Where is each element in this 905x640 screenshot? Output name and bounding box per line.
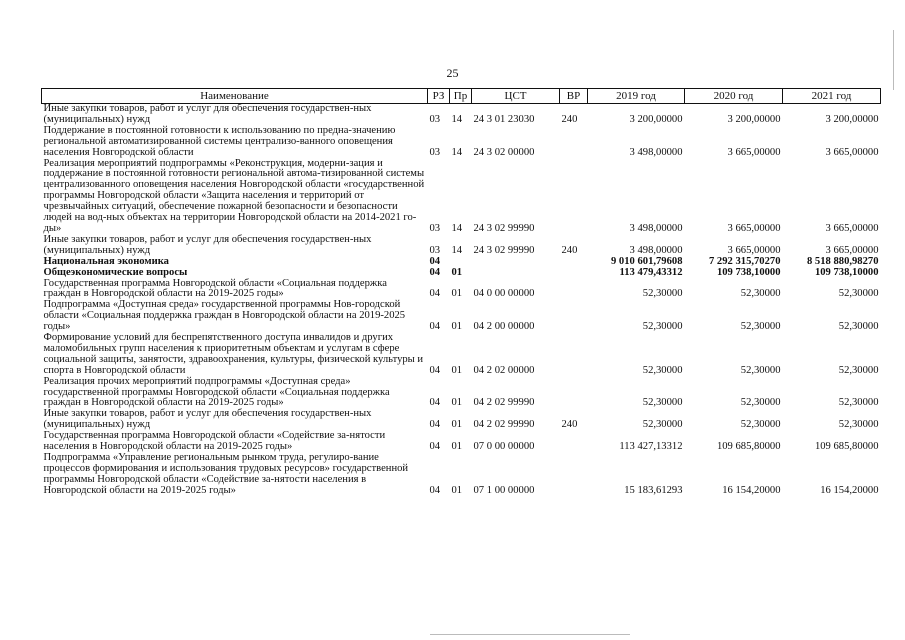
header-rz: РЗ <box>428 89 450 104</box>
table-row <box>42 104 881 126</box>
header-vr: ВР <box>560 89 588 104</box>
table-row <box>42 333 881 377</box>
table-header-row <box>42 89 881 104</box>
row-rz: 03 <box>429 113 441 125</box>
row-pr: 01 <box>451 484 463 496</box>
row-name: Подпрограмма «Доступная среда» государственной программы Нов-городской области «Социальная поддержка граждан в Новгородской области на 2019-2025 годы» <box>43 299 406 333</box>
row-pr: 01 <box>451 321 463 333</box>
row-rz: 04 <box>429 266 441 278</box>
row-rz: 04 <box>429 441 441 453</box>
row-cst: 07 1 00 00000 <box>473 484 535 496</box>
row-pr: 14 <box>451 146 463 158</box>
row-rz: 04 <box>429 321 441 333</box>
row-vr: 240 <box>561 113 578 125</box>
row-2021: 52,30000 <box>838 419 879 431</box>
table-row <box>42 159 881 235</box>
row-2020: 52,30000 <box>740 288 781 300</box>
page-number: 25 <box>446 66 459 80</box>
row-name: Поддержание в постоянной готовности к использованию по предна-значению региональной автоматизированной системы централизо-ванного оповещения населения Новгородской области <box>43 124 396 158</box>
row-2019: 9 010 601,79608 <box>610 255 683 267</box>
table-row <box>42 257 881 268</box>
row-vr <box>560 126 588 159</box>
table-row <box>42 431 881 453</box>
row-2021: 109 738,10000 <box>814 266 879 278</box>
row-2021: 16 154,20000 <box>820 484 879 496</box>
row-rz: 04 <box>429 419 441 431</box>
row-2019: 52,30000 <box>642 364 683 376</box>
row-name: Иные закупки товаров, работ и услуг для обеспечения государствен-ных (муниципальных) нужд <box>43 103 372 125</box>
row-pr: 01 <box>451 441 463 453</box>
row-rz: 04 <box>429 255 441 267</box>
header-2020: 2020 год <box>685 89 783 104</box>
row-2021: 52,30000 <box>838 397 879 409</box>
row-name: Иные закупки товаров, работ и услуг для обеспечения государствен-ных (муниципальных) нужд <box>43 408 372 431</box>
row-pr: 14 <box>451 222 463 234</box>
row-name: Иные закупки товаров, работ и услуг для обеспечения государствен-ных (муниципальных) нужд <box>43 233 372 256</box>
row-pr: 01 <box>451 397 463 409</box>
row-rz: 04 <box>429 397 441 409</box>
row-vr <box>560 159 588 235</box>
row-vr: 240 <box>561 244 578 256</box>
row-2021: 3 665,00000 <box>825 222 879 234</box>
scan-artifact <box>893 30 894 90</box>
row-vr <box>560 431 588 453</box>
row-2019: 52,30000 <box>642 397 683 409</box>
row-vr <box>560 333 588 377</box>
row-2021: 8 518 880,98270 <box>806 255 879 267</box>
header-cst: ЦСТ <box>472 89 560 104</box>
table-row <box>42 235 881 257</box>
row-vr <box>560 268 588 279</box>
table-row <box>42 268 881 279</box>
row-pr: 01 <box>451 419 463 431</box>
table-row <box>42 409 881 431</box>
table-row <box>42 453 881 497</box>
row-2020: 3 665,00000 <box>727 222 781 234</box>
row-2019: 113 427,13312 <box>619 441 683 453</box>
row-vr <box>560 300 588 333</box>
table-row <box>42 126 881 159</box>
row-2020: 52,30000 <box>740 397 781 409</box>
row-cst: 24 3 02 99990 <box>473 244 535 256</box>
row-cst: 24 3 02 99990 <box>473 222 535 234</box>
row-2019: 3 498,00000 <box>629 146 683 158</box>
row-rz: 04 <box>429 484 441 496</box>
row-2019: 113 479,43312 <box>619 266 683 278</box>
row-2021: 52,30000 <box>838 364 879 376</box>
row-cst <box>472 257 560 268</box>
row-2020: 3 200,00000 <box>727 113 781 125</box>
row-2019: 3 498,00000 <box>629 244 683 256</box>
row-2020: 3 665,00000 <box>727 146 781 158</box>
row-2020: 52,30000 <box>740 364 781 376</box>
table-row <box>42 300 881 333</box>
row-rz: 03 <box>429 146 441 158</box>
row-cst: 04 2 02 99990 <box>473 419 535 431</box>
row-rz: 04 <box>429 288 441 300</box>
row-name: Национальная экономика <box>43 255 169 267</box>
row-vr: 240 <box>561 419 578 431</box>
row-2019: 3 200,00000 <box>629 113 683 125</box>
row-cst <box>472 268 560 279</box>
row-cst: 07 0 00 00000 <box>473 441 535 453</box>
row-rz: 04 <box>429 364 441 376</box>
row-name: Подпрограмма «Управление региональным рынком труда, регулиро-вание процессов формирования и использования трудовых ресурсов» государственной программы Новгородской области «Содействие за-нятости населения в Новгородской области на 2019-2025 годы» <box>43 452 409 496</box>
row-vr <box>560 377 588 410</box>
row-2020: 52,30000 <box>740 419 781 431</box>
header-name: Наименование <box>42 89 428 104</box>
row-2021: 3 665,00000 <box>825 146 879 158</box>
row-name: Реализация прочих мероприятий подпрограммы «Доступная среда» государственной программы Новгородской области «Социальная поддержка граждан в Новгородской области на 2019-2025 годы» <box>43 375 390 409</box>
row-pr: 01 <box>451 288 463 300</box>
row-pr: 14 <box>451 113 463 125</box>
row-cst: 24 3 02 00000 <box>473 146 535 158</box>
row-cst: 04 2 02 99990 <box>473 397 535 409</box>
row-2020: 109 685,80000 <box>716 441 781 453</box>
row-2021: 3 200,00000 <box>825 113 879 125</box>
row-cst: 04 2 00 00000 <box>473 321 535 333</box>
row-pr: 01 <box>451 364 463 376</box>
row-name: Реализация мероприятий подпрограммы «Реконструкция, модерни-зация и поддержание в постоянной готовности региональной автома-тизированной системы централизованного оповещения населения Новгородской области «государственной программы Новгородской области «Защита населения и территорий от чрезвычайных ситуаций, обеспечение пожарной безопасности и безопасности людей на вод-ных объектах на территории Новгородской области на 2014-2021 го-ды» <box>43 157 425 234</box>
row-name: Государственная программа Новгородской области «Содействие за-нятости населения в Новгородской области на 2019-2025 годы» <box>43 430 386 453</box>
row-name: Государственная программа Новгородской области «Социальная поддержка граждан в Новгородской области на 2019-2025 годы» <box>43 277 387 300</box>
row-pr <box>450 257 472 268</box>
row-cst: 24 3 01 23030 <box>473 113 535 125</box>
row-vr <box>560 453 588 497</box>
row-vr <box>560 279 588 301</box>
row-cst: 04 2 02 00000 <box>473 364 535 376</box>
row-2020: 16 154,20000 <box>722 484 781 496</box>
row-2019: 15 183,61293 <box>624 484 683 496</box>
table-row <box>42 377 881 410</box>
row-2019: 52,30000 <box>642 288 683 300</box>
header-2021: 2021 год <box>783 89 881 104</box>
row-vr <box>560 257 588 268</box>
table-row <box>42 279 881 301</box>
row-2020: 3 665,00000 <box>727 244 781 256</box>
header-pr: Пр <box>450 89 472 104</box>
row-2019: 52,30000 <box>642 321 683 333</box>
header-2019: 2019 год <box>588 89 685 104</box>
row-cst: 04 0 00 00000 <box>473 288 535 300</box>
row-pr: 14 <box>451 244 463 256</box>
row-name: Формирование условий для беспрепятственного доступа инвалидов и других маломобильных групп населения к приоритетным объектам и услугам в сфере социальной защиты, занятости, здравоохранения, культуры, физической культуры и спорта в Новгородской области <box>43 332 424 376</box>
row-2021: 109 685,80000 <box>814 441 879 453</box>
scan-artifact <box>430 634 630 635</box>
row-rz: 03 <box>429 244 441 256</box>
row-2019: 52,30000 <box>642 419 683 431</box>
row-pr: 01 <box>451 266 463 278</box>
row-rz: 03 <box>429 222 441 234</box>
row-2021: 52,30000 <box>838 321 879 333</box>
row-2020: 52,30000 <box>740 321 781 333</box>
row-name: Общеэкономические вопросы <box>43 266 188 278</box>
budget-table <box>41 88 881 497</box>
row-2019: 3 498,00000 <box>629 222 683 234</box>
row-2021: 3 665,00000 <box>825 244 879 256</box>
row-2020: 7 292 315,70270 <box>708 255 781 267</box>
row-2020: 109 738,10000 <box>716 266 781 278</box>
row-2021: 52,30000 <box>838 288 879 300</box>
